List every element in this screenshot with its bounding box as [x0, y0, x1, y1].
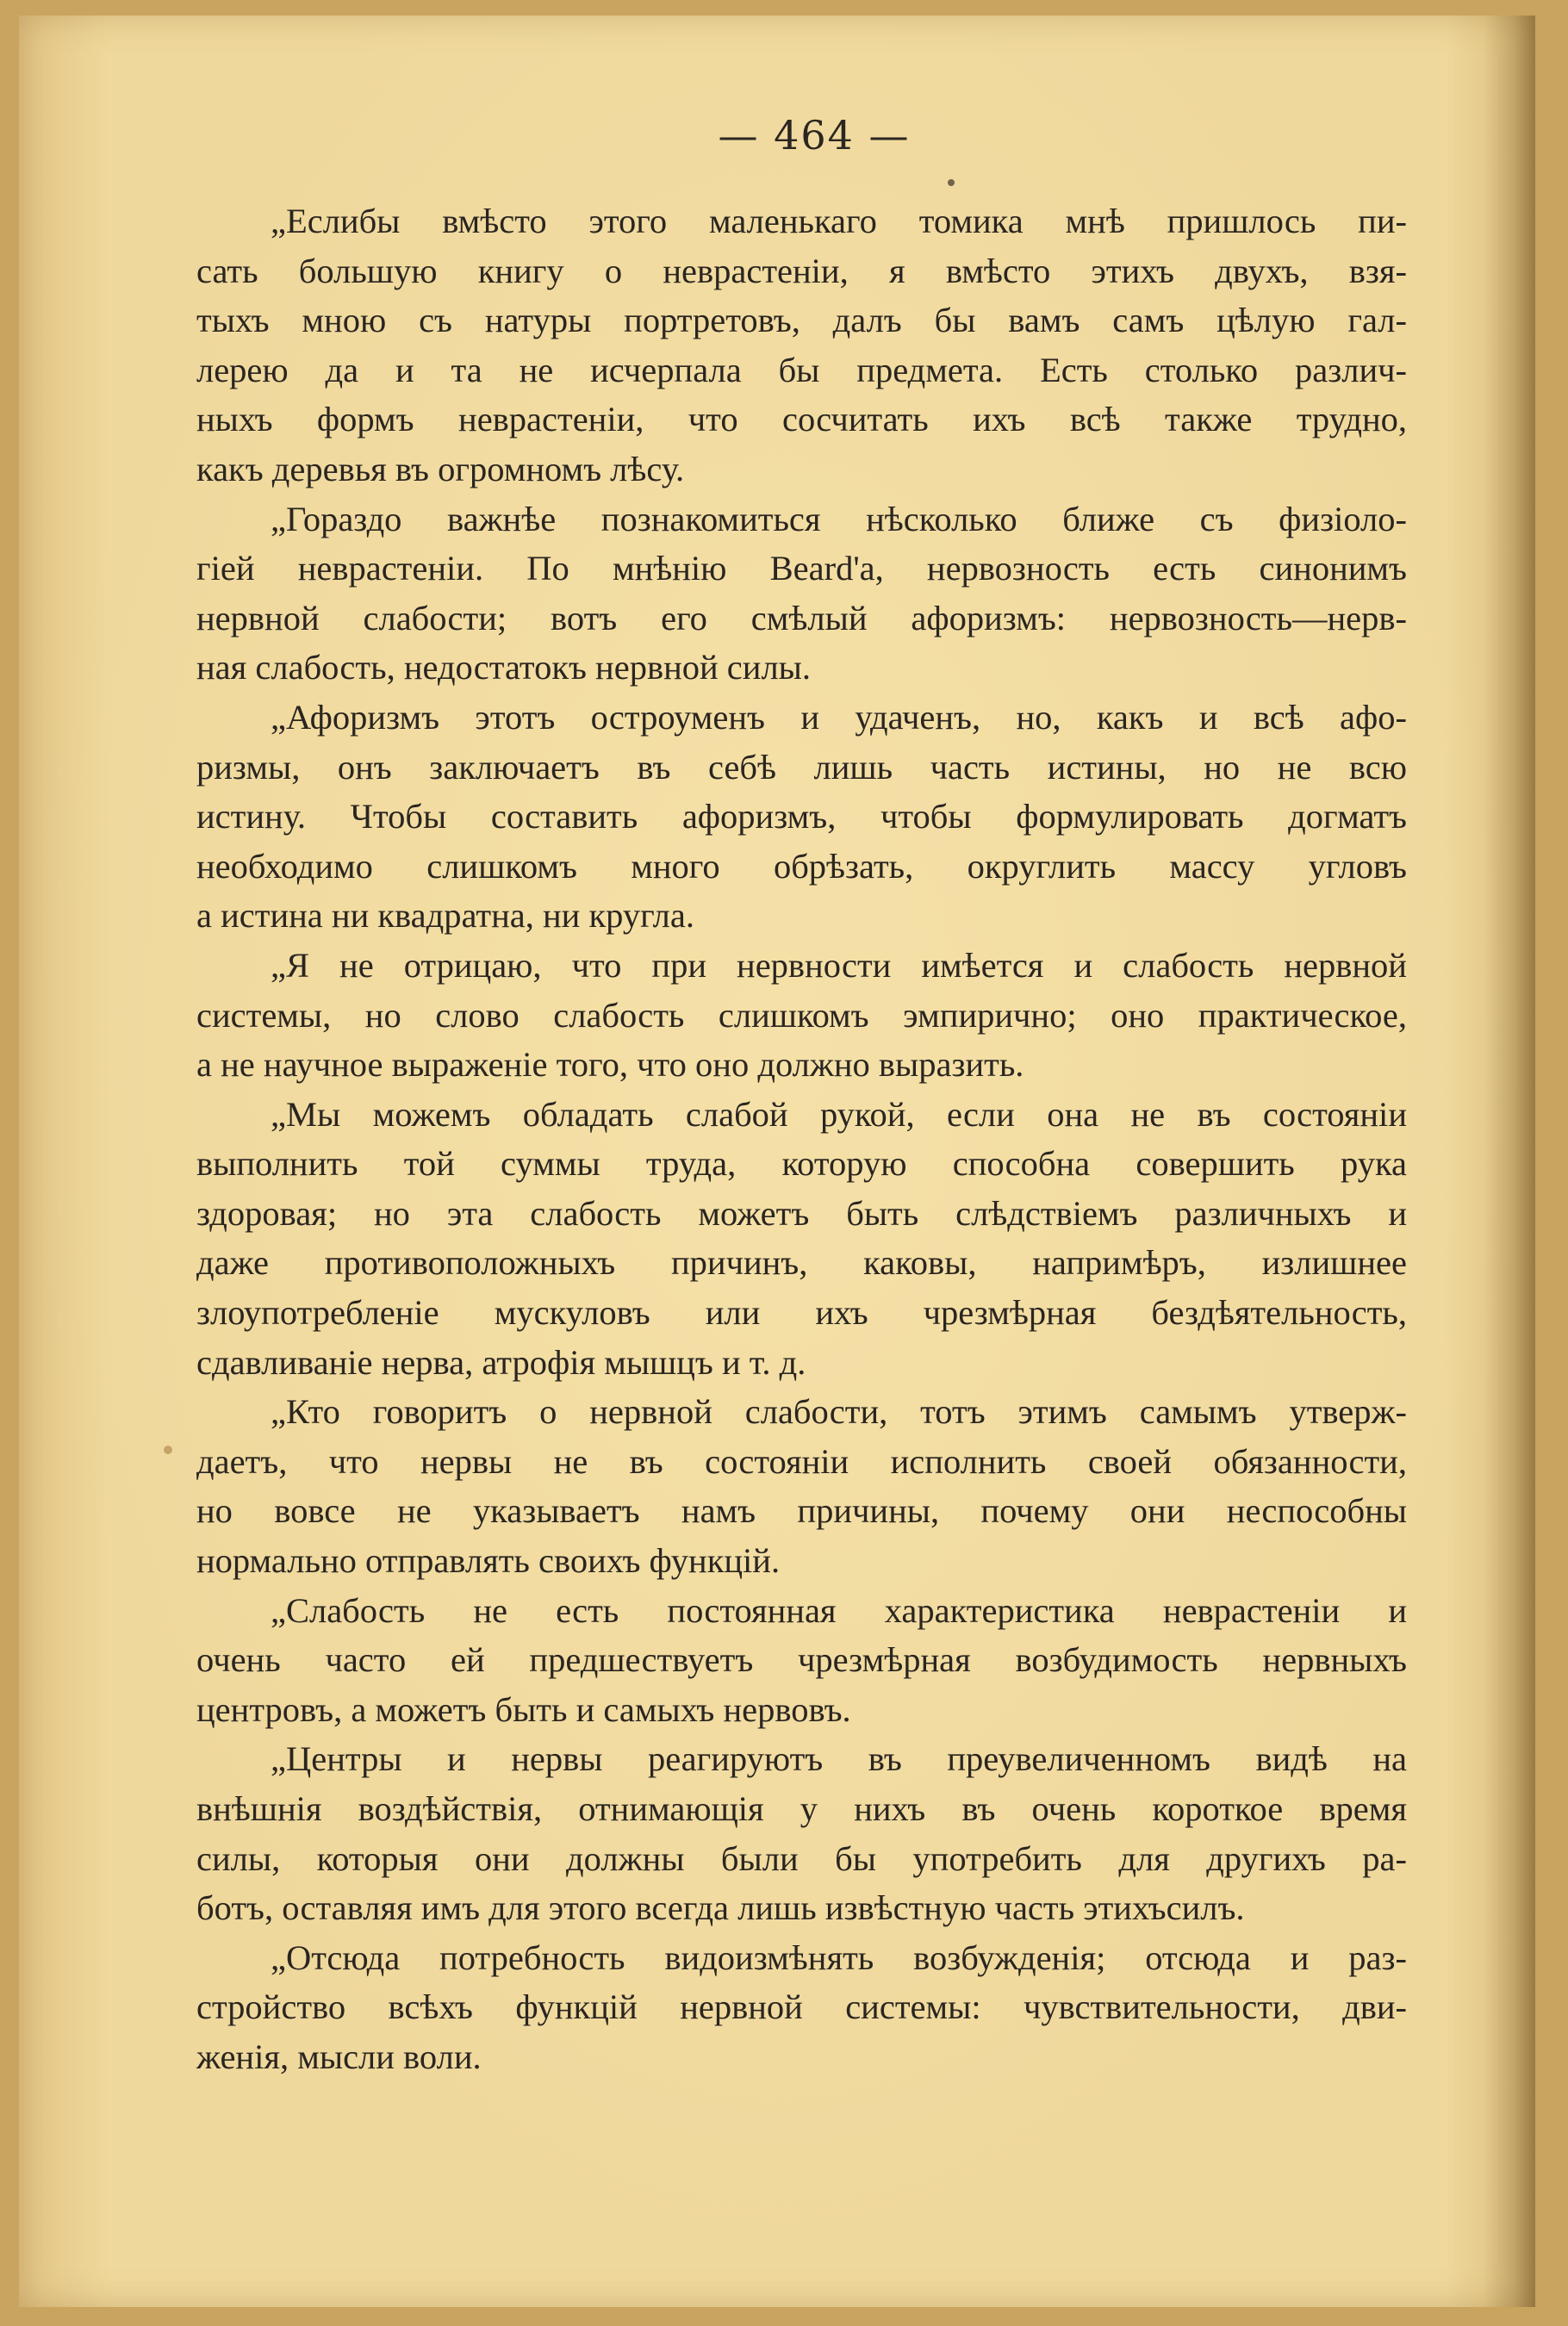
text-line: „Я не отрицаю, что при нервности имѣется и слабость нервной [271, 945, 1407, 985]
text-line: сдавливаніе нерва, атрофія мышцъ и т. д. [196, 1342, 806, 1382]
text-line: ботъ, оставляя имъ для этого всегда лишь извѣстную часть этихъсилъ. [196, 1888, 1245, 1928]
paper-speck [164, 1446, 172, 1454]
paragraph [196, 941, 1407, 1090]
text-line: нормально отправлять своихъ функцій. [196, 1541, 781, 1581]
paragraph [196, 1586, 1407, 1735]
text-line: „Кто говоритъ о нервной слабости, тотъ этимъ самымъ утверж- [271, 1392, 1407, 1432]
text-line: необходимо слишкомъ много обрѣзать, округлить массу угловъ [196, 846, 1407, 886]
paragraph [196, 1387, 1407, 1585]
paper-speck [948, 179, 955, 186]
body-text [196, 196, 1407, 2082]
text-line: злоупотребленіе мускуловъ или ихъ чрезмѣрная бездѣятельность, [196, 1293, 1407, 1333]
text-line: сать большую книгу о неврастеніи, я вмѣсто этихъ двухъ, взя- [196, 251, 1407, 290]
text-line: „Отсюда потребность видоизмѣнять возбужденія; отсюда и раз- [271, 1937, 1407, 1977]
text-line: силы, которыя они должны были бы употребить для другихъ ра- [196, 1838, 1407, 1878]
text-line: гіей неврастеніи. По мнѣнію Beard'а, нервозность есть синонимъ [196, 549, 1407, 588]
text-line: лерею да и та не исчерпала бы предмета. Есть столько различ- [196, 350, 1407, 389]
paragraph [196, 494, 1407, 693]
text-line: „Еслибы вмѣсто этого маленькаго томика мнѣ пришлось пи- [271, 202, 1407, 240]
text-line: ризмы, онъ заключаетъ въ себѣ лишь часть истины, но не всю [196, 747, 1407, 787]
paragraph [196, 1734, 1407, 1932]
text-line: нервной слабости; вотъ его смѣлый афоризмъ: нервозность—нерв- [196, 598, 1407, 637]
text-line: даетъ, что нервы не въ состояніи исполнить своей обязанности, [196, 1441, 1407, 1481]
text-line: „Афоризмъ этотъ остроуменъ и удаченъ, но, какъ и всѣ афо- [271, 697, 1407, 737]
text-line: но вовсе не указываетъ намъ причины, почему они неспособны [196, 1491, 1407, 1531]
page-number: — 464 — [718, 112, 911, 159]
text-line: центровъ, а можетъ быть и самыхъ нервовъ. [196, 1689, 851, 1729]
text-line: ная слабость, недостатокъ нервной силы. [196, 648, 812, 687]
text-line: системы, но слово слабость слишкомъ эмпирично; оно практическое, [196, 995, 1407, 1035]
text-line: а истина ни квадратна, ни кругла. [196, 896, 694, 936]
text-line: женія, мысли воли. [196, 2037, 482, 2076]
text-line: „Мы можемъ обладать слабой рукой, если она не въ состояніи [271, 1094, 1407, 1134]
text-line: выполнить той суммы труда, которую способна совершить рука [196, 1144, 1407, 1184]
paragraph [196, 693, 1407, 941]
text-line: „Слабость не есть постоянная характеристика неврастеніи и [271, 1590, 1407, 1630]
text-line: внѣшнія воздѣйствія, отнимающія у нихъ въ очень короткое время [196, 1789, 1407, 1828]
text-line: очень часто ей предшествуетъ чрезмѣрная возбудимость нервныхъ [196, 1640, 1407, 1680]
paragraph [196, 196, 1407, 494]
text-line: стройство всѣхъ функцій нервной системы: чувствительности, дви- [196, 1987, 1407, 2027]
page-edge-shadow [1484, 16, 1535, 2307]
text-line: здоровая; но эта слабость можетъ быть слѣдствіемъ различныхъ и [196, 1193, 1407, 1233]
text-line: „Гораздо важнѣе познакомиться нѣсколько ближе съ физіоло- [271, 499, 1407, 538]
text-line: даже противоположныхъ причинъ, каковы, напримѣръ, излишнее [196, 1243, 1407, 1283]
paragraph [196, 1933, 1407, 2082]
text-line: ныхъ формъ неврастеніи, что сосчитать ихъ всѣ также трудно, [196, 400, 1407, 439]
text-line: какъ деревья въ огромномъ лѣсу. [196, 449, 685, 488]
text-line: истину. Чтобы составить афоризмъ, чтобы формулировать догматъ [196, 797, 1407, 836]
paragraph [196, 1090, 1407, 1388]
text-line: тыхъ мною съ натуры портретовъ, далъ бы вамъ самъ цѣлую гал- [196, 301, 1407, 340]
text-line: „Центры и нервы реагируютъ въ преувеличенномъ видѣ на [271, 1739, 1407, 1779]
text-line: а не научное выраженіе того, что оно должно выразить. [196, 1045, 1024, 1085]
